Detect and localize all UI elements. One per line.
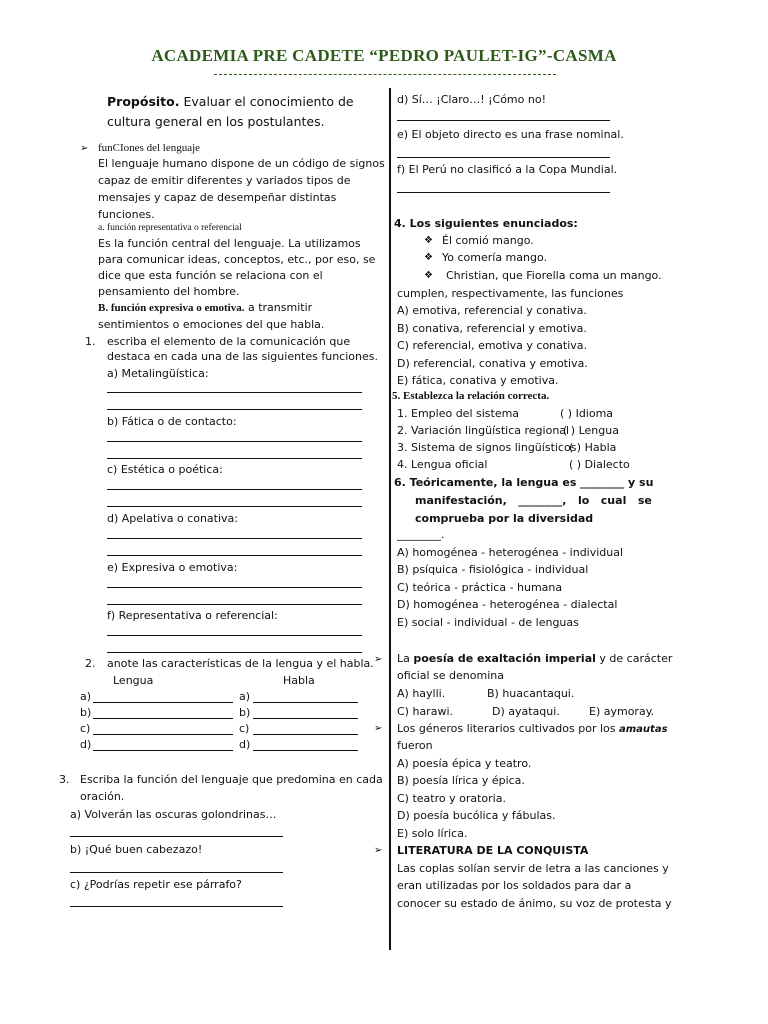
q5-row-4-left: 4. Lengua oficial — [397, 458, 488, 471]
q5-row-1-left: 1. Empleo del sistema — [397, 407, 520, 420]
answer-line[interactable] — [107, 604, 362, 605]
q6-line-2: manifestación, ________, lo cual se — [415, 494, 652, 507]
q4-stem: cumplen, respectivamente, las funciones — [397, 287, 624, 300]
answer-line[interactable] — [93, 750, 233, 751]
header-divider — [214, 74, 556, 75]
answer-line[interactable] — [107, 506, 362, 507]
q3-text-2: oración. — [80, 790, 125, 803]
q1-text-1: escriba el elemento de la comunicación que — [107, 335, 351, 348]
q6-option-c: C) teórica - práctica - humana — [397, 581, 563, 594]
q4-bullet-3: Christian, que Fiorella coma un mango. — [446, 269, 662, 282]
answer-line[interactable] — [397, 120, 610, 121]
q2-row-a-left: a) — [80, 690, 92, 703]
answer-line[interactable] — [397, 157, 610, 158]
func-a-line-3: dice que esta función se relaciona con el — [98, 269, 323, 282]
q8-line-1 — [397, 722, 668, 735]
func-b-text: a transmitir — [247, 301, 313, 314]
q2-row-a-right: a) — [239, 690, 251, 703]
q3-number: 3. — [59, 773, 70, 786]
q7-post: y de carácter — [599, 652, 673, 665]
q3-item-d: d) Sí… ¡Claro…! ¡Cómo no! — [397, 93, 546, 106]
q6-line-3: comprueba por la diversidad — [415, 512, 594, 525]
answer-line[interactable] — [107, 458, 362, 459]
functions-heading: funCIones del lenguaje — [98, 142, 201, 154]
answer-line[interactable] — [253, 718, 358, 719]
answer-line[interactable] — [93, 702, 233, 703]
answer-line[interactable] — [107, 441, 362, 442]
q3-text-1: Escriba la función del lenguaje que predomina en cada — [80, 773, 383, 786]
q1-text-2: destaca en cada una de las siguientes funciones. — [107, 350, 378, 363]
arrow-icon: ➢ — [374, 654, 383, 665]
q4-option-b: B) conativa, referencial y emotiva. — [397, 322, 587, 335]
intro-line-3: mensajes y capaz de desempeñar distintas — [98, 191, 337, 204]
purpose-label: Propósito. — [107, 94, 180, 109]
q6-option-e: E) social - individual - de lenguas — [397, 616, 579, 629]
q5-row-1-right: ( ) Idioma — [560, 407, 614, 420]
q2-row-c-right: c) — [239, 722, 250, 735]
intro-line-4: funciones. — [98, 208, 155, 221]
q7-line-2: oficial se denomina — [397, 669, 504, 682]
purpose-text-2: cultura general en los postulantes. — [107, 114, 325, 129]
q7-option-b: B) huacantaqui. — [487, 687, 575, 700]
column-divider — [389, 88, 391, 950]
q2-row-b-right: b) — [239, 706, 251, 719]
q6-option-a: A) homogénea - heterogénea - individual — [397, 546, 624, 559]
q8-option-b: B) poesía lírica y épica. — [397, 774, 525, 787]
diamond-icon: ❖ — [424, 252, 433, 263]
q2-row-d-left: d) — [80, 738, 92, 751]
q8-italic: amautas — [619, 724, 668, 735]
q3-item-c: c) ¿Podrías repetir ese párrafo? — [70, 878, 242, 891]
q2-col-habla: Habla — [283, 674, 315, 687]
q8-line-2: fueron — [397, 739, 433, 752]
q4-option-e: E) fática, conativa y emotiva. — [397, 374, 559, 387]
q6-line-1: 6. Teóricamente, la lengua es ________ y su — [394, 476, 654, 489]
q2-row-d-right: d) — [239, 738, 251, 751]
q5-row-3-right: ( ) Habla — [569, 441, 617, 454]
lit-heading: LITERATURA DE LA CONQUISTA — [397, 844, 589, 857]
q3-item-e: e) El objeto directo es una frase nominal. — [397, 128, 624, 141]
q1-item-f: f) Representativa o referencial: — [107, 609, 278, 622]
q8-option-d: D) poesía bucólica y fábulas. — [397, 809, 556, 822]
q8-text: Los géneros literarios cultivados por los — [397, 722, 616, 735]
func-a-line-2: para comunicar ideas, conceptos, etc., por eso, se — [98, 253, 376, 266]
answer-line[interactable] — [253, 734, 358, 735]
q4-heading: 4. Los siguientes enunciados: — [394, 217, 578, 230]
q6-option-d: D) homogénea - heterogénea - dialectal — [397, 598, 618, 611]
lit-line-2: eran utilizadas por los soldados para dar a — [397, 879, 632, 892]
answer-line[interactable] — [93, 734, 233, 735]
q2-text: anote las características de la lengua y el habla. — [107, 657, 374, 670]
q7-line-1 — [397, 652, 672, 665]
answer-line[interactable] — [107, 538, 362, 539]
answer-line[interactable] — [107, 555, 362, 556]
diamond-icon: ❖ — [424, 270, 433, 281]
answer-line[interactable] — [70, 906, 283, 907]
answer-line[interactable] — [107, 652, 362, 653]
func-a-line-4: pensamiento del hombre. — [98, 285, 240, 298]
q6-option-b: B) psíquica - fisiológica - individual — [397, 563, 589, 576]
answer-line[interactable] — [70, 872, 283, 873]
arrow-icon: ➢ — [80, 143, 89, 154]
q5-row-4-right: ( ) Dialecto — [569, 458, 630, 471]
diamond-icon: ❖ — [424, 235, 433, 246]
q1-item-e: e) Expresiva o emotiva: — [107, 561, 238, 574]
func-a-heading: a. función representativa o referencial — [98, 223, 242, 233]
q7-option-e: E) aymoray. — [589, 705, 655, 718]
q8-option-c: C) teatro y oratoria. — [397, 792, 506, 805]
answer-line[interactable] — [107, 489, 362, 490]
answer-line[interactable] — [397, 192, 610, 193]
q7-option-d: D) ayataqui. — [492, 705, 560, 718]
q8-option-e: E) solo lírica. — [397, 827, 468, 840]
answer-line[interactable] — [253, 750, 358, 751]
q3-item-b: b) ¡Qué buen cabezazo! — [70, 843, 203, 856]
purpose — [107, 94, 354, 109]
arrow-icon: ➢ — [374, 723, 383, 734]
q1-item-a: a) Metalingüística: — [107, 367, 209, 380]
q2-row-c-left: c) — [80, 722, 91, 735]
q2-row-b-left: b) — [80, 706, 92, 719]
answer-line[interactable] — [253, 702, 358, 703]
q1-item-b: b) Fática o de contacto: — [107, 415, 237, 428]
q4-option-a: A) emotiva, referencial y conativa. — [397, 304, 587, 317]
page-title: ACADEMIA PRE CADETE “PEDRO PAULET-IG”-CASMA — [151, 46, 617, 65]
q2-col-lengua: Lengua — [113, 674, 154, 687]
q7-option-a: A) haylli. — [397, 687, 446, 700]
answer-line[interactable] — [70, 836, 283, 837]
q4-option-d: D) referencial, conativa y emotiva. — [397, 357, 588, 370]
intro-line-2: capaz de emitir diferentes y variados tipos de — [98, 174, 351, 187]
answer-line[interactable] — [107, 587, 362, 588]
q5-row-2-left: 2. Variación lingüística regional — [397, 424, 570, 437]
q3-item-f: f) El Perú no clasificó a la Copa Mundial. — [397, 163, 618, 176]
q7-option-c: C) harawi. — [397, 705, 453, 718]
q4-bullet-2: Yo comería mango. — [442, 251, 548, 264]
lit-line-1: Las coplas solían servir de letra a las canciones y — [397, 862, 669, 875]
func-b-line-2: sentimientos o emociones del que habla. — [98, 318, 325, 331]
func-b — [98, 301, 312, 314]
q5-heading: 5. Establezca la relación correcta. — [392, 390, 550, 402]
answer-line[interactable] — [107, 635, 362, 636]
func-b-heading: B. función expresiva o emotiva. — [98, 302, 245, 314]
q3-item-a: a) Volverán las oscuras golondrinas… — [70, 808, 277, 821]
q5-row-3-left: 3. Sistema de signos lingüísticos — [397, 441, 577, 454]
purpose-text-1: Evaluar el conocimiento de — [183, 94, 354, 109]
q6-blank: ________. — [397, 528, 445, 541]
q1-item-c: c) Estética o poética: — [107, 463, 223, 476]
answer-line[interactable] — [93, 718, 233, 719]
q4-bullet-1: Él comió mango. — [442, 234, 534, 247]
intro-line-1: El lenguaje humano dispone de un código de signos — [98, 157, 385, 170]
lit-line-3: conocer su estado de ánimo, su voz de protesta y — [397, 897, 672, 910]
q2-number: 2. — [85, 657, 96, 670]
q1-item-d: d) Apelativa o conativa: — [107, 512, 239, 525]
func-a-line-1: Es la función central del lenguaje. La utilizamos — [98, 237, 361, 250]
q5-row-2-right: ( ) Lengua — [563, 424, 619, 437]
answer-line[interactable] — [107, 392, 362, 393]
arrow-icon: ➢ — [374, 845, 383, 856]
q7-bold: poesía de exaltación imperial — [413, 652, 596, 665]
q4-option-c: C) referencial, emotiva y conativa. — [397, 339, 588, 352]
answer-line[interactable] — [107, 409, 362, 410]
q1-number: 1. — [85, 335, 96, 348]
q7-pre: La — [397, 652, 410, 665]
q8-option-a: A) poesía épica y teatro. — [397, 757, 532, 770]
